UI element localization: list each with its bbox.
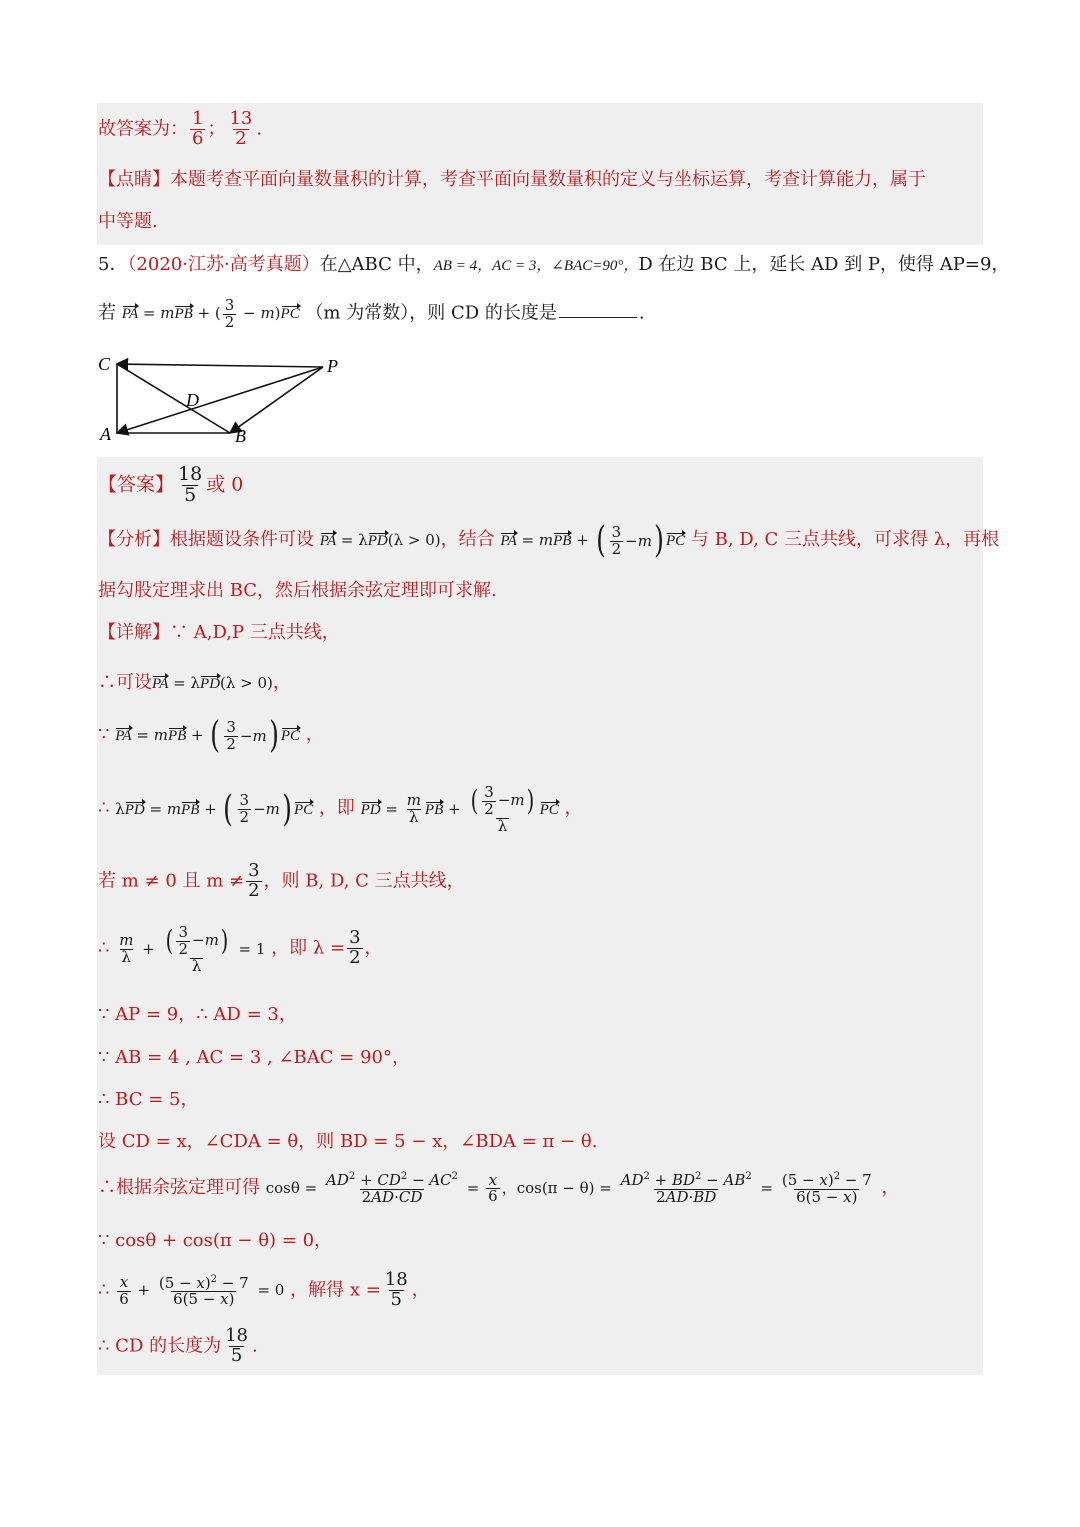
detail-line14: ∴ CD 的长度为 $\frac{18}{5}$ .: [98, 1325, 258, 1366]
detail-line13: ∴ $\frac{x}{6}$ + $\frac{(5 - x)^2 - 7}{6(5 - x)}$ = 0 ，解得 x = $\frac{18}{5}$ ，: [98, 1269, 430, 1310]
detail-line1: 【详解】∵ A,D,P 三点共线，: [98, 622, 340, 643]
analysis-line2: 据勾股定理求出 BC，然后根据余弦定理即可求解.: [98, 580, 497, 601]
detail-line8: ∵ AB = 4 , AC = 3 , ∠BAC = 90°，: [98, 1047, 410, 1068]
detail-line4: ∴ λPD = mPB + ( $\frac{3}{2}$ − m ) PC ，即 PD = $\frac{m}{\lambda}$ PB + ( $\frac{3}{2}$ − m ) λ PC ，: [98, 783, 583, 835]
answer-line: 【答案】 $\frac{18}{5}$ 或 0: [98, 463, 244, 506]
prev-comment-line1: 【点睛】本题考查平面向量数量积的计算，考查平面向量数量积的定义与坐标运算，考查计算能力，属于: [98, 169, 926, 190]
label-p: P: [327, 356, 338, 376]
detail-line9: ∴ BC = 5，: [98, 1089, 199, 1110]
detail-line6: ∴ $\frac{m}{\lambda}$ + ( $\frac{3}{2}$ − m ) λ = 1 ，即 λ = $\frac{3}{2}$ ，: [98, 923, 383, 975]
detail-line10: 设 CD = x，∠CDA = θ，则 BD = 5 − x，∠BDA = π − θ.: [98, 1131, 598, 1152]
detail-line3: ∵ PA = mPB + ( $\frac{3}{2}$ − m ) PC ，: [98, 715, 324, 756]
detail-line2: ∴可设PA = λPD(λ > 0)，: [98, 672, 291, 693]
detail-line5: 若 m ≠ 0 且 m ≠ $\frac{3}{2}$ ，则 B, D, C 三点共线，: [98, 860, 465, 901]
analysis-line1: 【分析】根据题设条件可设 PA = λPD(λ > 0)，结合 PA = mPB + ( $\frac{3}{2}$ − m ) PC 与 B, D, C 三点共线，可求得 λ，再根: [98, 520, 1000, 561]
question-stem: 5．（2020·江苏·高考真题）在△ABC 中，AB = 4，AC = 3，∠BAC=90°，D 在边 BC 上，延长 AD 到 P，使得 AP=9，: [98, 254, 1010, 275]
detail-line7: ∵ AP = 9，∴ AD = 3，: [98, 1004, 297, 1025]
label-c: C: [98, 354, 111, 374]
detail-line11: ∴根据余弦定理可得 cosθ = $\frac{AD^2 + CD^2 - AC^2}{2AD\cdot CD}$ = $\frac{x}{6}$ ，cos(π − θ) = $\frac{AD^2 + BD^2 - AB^2}{2AD\cdot BD}$ = $\frac{(5 - x)^2 - 7}{6(5 - x)}$ ，: [98, 1170, 900, 1206]
question-condition: 若 PA = mPB + ( $\frac{3}{2}$ − m)PC （m 为常数），则 CD 的长度是 .: [98, 296, 645, 331]
prev-comment-line2: 中等题.: [98, 211, 158, 232]
label-a: A: [100, 424, 111, 444]
prev-answer-line: 故答案为： $\frac{1}{6}$ ； $\frac{13}{2}$ .: [98, 108, 263, 149]
label-b: B: [235, 426, 246, 446]
label-d: D: [186, 390, 199, 410]
triangle-figure: [95, 350, 355, 450]
detail-line12: ∵ cosθ + cos(π − θ) = 0，: [98, 1230, 333, 1251]
answer-blank[interactable]: [559, 303, 637, 318]
